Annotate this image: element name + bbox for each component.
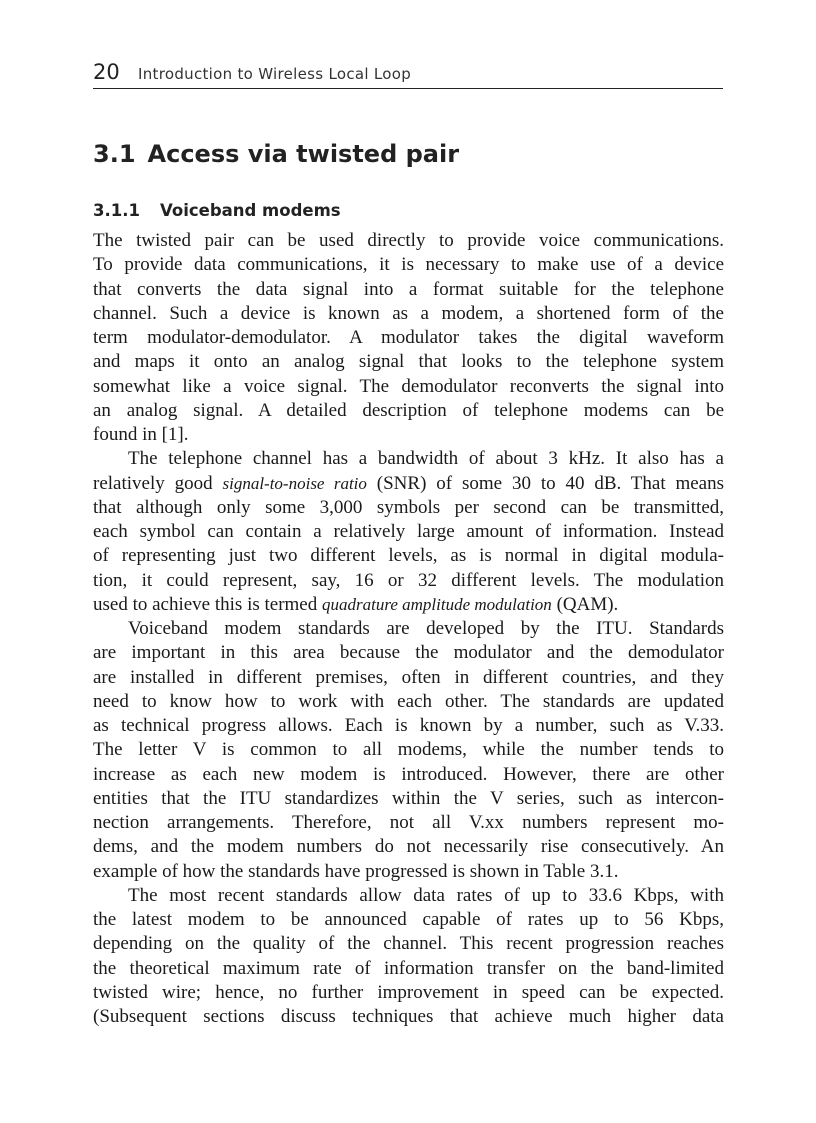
text-line — [93, 472, 724, 496]
text-line: The twisted pair can be used directly to provide voice communications. — [93, 230, 724, 251]
text-line: channel. Such a device is known as a modem, a shortened form of the — [93, 302, 724, 324]
text-line: are installed in different premises, often in different countries, and they — [93, 666, 724, 688]
text-line: To provide data communications, it is necessary to make use of a device — [93, 254, 724, 276]
subsection-number: 3.1.1 — [93, 201, 140, 220]
text-line: nection arrangements. Therefore, not all V.xx numbers represent mo- — [93, 812, 724, 833]
text-line: and maps it onto an analog signal that looks to the telephone system — [93, 351, 724, 373]
text-line: of representing just two different levels, as is normal in digital modula- — [93, 545, 724, 567]
text-line: twisted wire; hence, no further improvement in speed can be expected. — [93, 981, 724, 1003]
body-text — [93, 229, 724, 1029]
text-line: example of how the standards have progressed is shown in Table 3.1. — [93, 860, 619, 882]
section-number: 3.1 — [93, 140, 136, 168]
text-line: The most recent standards allow data rates of up to 33.6 Kbps, with — [128, 884, 724, 906]
text-line: (Subsequent sections discuss techniques that achieve much higher data — [93, 1006, 724, 1027]
text-line: found in [1]. — [93, 424, 189, 445]
subsection-title: Voiceband modems — [159, 201, 341, 220]
text-line: need to know how to work with each other. The standards are updated — [93, 690, 724, 712]
text-run: (SNR) of some 30 to 40 dB. That means — [366, 472, 725, 494]
text-run: used to achieve this is termed — [93, 593, 322, 615]
text-line: as technical progress allows. Each is known by a number, such as V.33. — [93, 715, 724, 736]
section-title: Access via twisted pair — [147, 140, 460, 168]
text-line: The telephone channel has a bandwidth of about 3 kHz. It also has a — [128, 448, 724, 470]
text-line: tion, it could represent, say, 16 or 32 different levels. The modulation — [93, 569, 724, 591]
italic-term: quadrature amplitude modulation — [322, 594, 552, 614]
text-line: an analog signal. A detailed description of telephone modems can be — [93, 399, 724, 421]
text-line: entities that the ITU standardizes within the V series, such as intercon- — [93, 787, 724, 809]
text-line: Voiceband modem standards are developed by the ITU. Standards — [128, 618, 724, 639]
running-head — [93, 58, 723, 89]
text-line: the latest modem to be announced capable of rates up to 56 Kbps, — [93, 909, 724, 930]
running-head-title: Introduction to Wireless Local Loop — [138, 65, 412, 83]
text-line: that although only some 3,000 symbols per second can be transmitted, — [93, 496, 724, 518]
text-line: dems, and the modem numbers do not necessarily rise consecutively. An — [93, 836, 724, 858]
text-line: are important in this area because the modulator and the demodulator — [93, 642, 724, 664]
text-line: that converts the data signal into a format suitable for the telephone — [93, 278, 724, 300]
subsection-heading — [93, 199, 341, 223]
text-run: (QAM). — [551, 593, 619, 615]
text-line — [93, 593, 724, 617]
text-line: The letter V is common to all modems, while the number tends to — [93, 739, 724, 761]
text-line: each symbol can contain a relatively large amount of information. Instead — [93, 521, 724, 542]
text-line: somewhat like a voice signal. The demodulator reconverts the signal into — [93, 375, 724, 397]
text-line: term modulator-demodulator. A modulator takes the digital waveform — [93, 327, 724, 348]
text-line: the theoretical maximum rate of information transfer on the band-limited — [93, 957, 724, 979]
text-line: increase as each new modem is introduced. However, there are other — [93, 763, 724, 785]
page-number: 20 — [93, 60, 120, 84]
italic-term: signal-to-noise ratio — [222, 473, 367, 493]
text-line: depending on the quality of the channel. This recent progression reaches — [93, 933, 724, 955]
text-run: relatively good — [93, 472, 223, 494]
section-heading — [93, 138, 459, 170]
